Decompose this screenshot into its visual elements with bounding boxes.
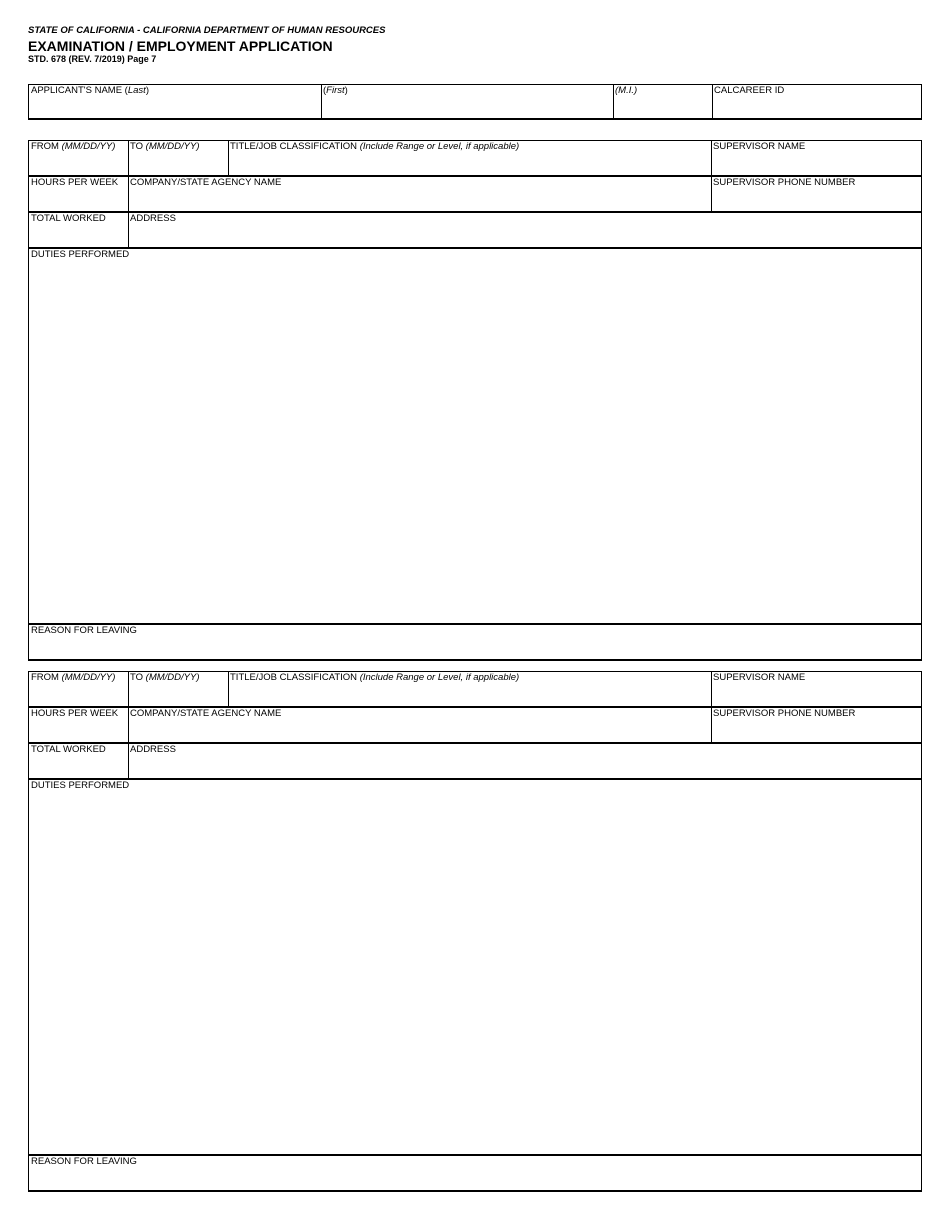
- supervisor-name-label: SUPERVISOR NAME: [713, 141, 806, 152]
- to-date-label: TO (MM/DD/YY): [130, 141, 200, 152]
- hours-per-week-label: HOURS PER WEEK: [31, 177, 119, 188]
- hours-per-week-cell[interactable]: [29, 708, 128, 742]
- calcareer-id-cell[interactable]: [712, 85, 921, 118]
- duties-performed-label: DUTIES PERFORMED: [31, 249, 130, 260]
- supervisor-phone-label: SUPERVISOR PHONE NUMBER: [713, 708, 856, 719]
- address-cell[interactable]: [128, 213, 921, 247]
- reason-for-leaving-field[interactable]: [28, 1155, 922, 1192]
- total-address-row: [28, 743, 922, 780]
- total-worked-cell[interactable]: [29, 744, 128, 778]
- dates-title-row: [28, 140, 922, 177]
- job-title-cell[interactable]: [228, 672, 711, 706]
- hours-company-row: [28, 176, 922, 213]
- job-title-cell[interactable]: [228, 141, 711, 175]
- hours-company-row: [28, 707, 922, 744]
- company-name-label: COMPANY/STATE AGENCY NAME: [130, 708, 282, 719]
- to-date-label: TO (MM/DD/YY): [130, 672, 200, 683]
- form-revision: STD. 678 (REV. 7/2019) Page 7: [28, 54, 157, 64]
- reason-for-leaving-label: REASON FOR LEAVING: [31, 625, 137, 636]
- from-date-cell[interactable]: [29, 672, 128, 706]
- total-worked-label: TOTAL WORKED: [31, 213, 106, 224]
- total-address-row: [28, 212, 922, 249]
- from-date-label: FROM (MM/DD/YY): [31, 672, 116, 683]
- from-date-cell[interactable]: [29, 141, 128, 175]
- company-name-label: COMPANY/STATE AGENCY NAME: [130, 177, 282, 188]
- total-worked-label: TOTAL WORKED: [31, 744, 106, 755]
- job-title-label: TITLE/JOB CLASSIFICATION (Include Range or Level, if applicable): [230, 672, 520, 683]
- total-worked-cell[interactable]: [29, 213, 128, 247]
- first-name-cell[interactable]: [321, 85, 613, 118]
- applicant-name-row: [28, 84, 922, 120]
- dates-title-row: [28, 671, 922, 708]
- job-title-label: TITLE/JOB CLASSIFICATION (Include Range or Level, if applicable): [230, 141, 520, 152]
- middle-initial-label: (M.I.): [615, 85, 638, 96]
- middle-initial-cell[interactable]: [613, 85, 712, 118]
- supervisor-phone-cell[interactable]: [711, 708, 921, 742]
- address-label: ADDRESS: [130, 213, 176, 224]
- address-cell[interactable]: [128, 744, 921, 778]
- last-name-cell[interactable]: [29, 85, 321, 118]
- supervisor-name-cell[interactable]: [711, 141, 921, 175]
- company-name-cell[interactable]: [128, 708, 711, 742]
- duties-performed-label: DUTIES PERFORMED: [31, 780, 130, 791]
- hours-per-week-label: HOURS PER WEEK: [31, 708, 119, 719]
- hours-per-week-cell[interactable]: [29, 177, 128, 211]
- duties-performed-area[interactable]: [28, 248, 922, 625]
- company-name-cell[interactable]: [128, 177, 711, 211]
- first-name-label: (First): [323, 85, 348, 96]
- form-title: EXAMINATION / EMPLOYMENT APPLICATION: [28, 38, 333, 54]
- agency-line: STATE OF CALIFORNIA - CALIFORNIA DEPARTMENT OF HUMAN RESOURCES: [28, 25, 386, 36]
- reason-for-leaving-field[interactable]: [28, 624, 922, 661]
- supervisor-name-label: SUPERVISOR NAME: [713, 672, 806, 683]
- supervisor-name-cell[interactable]: [711, 672, 921, 706]
- duties-performed-area[interactable]: [28, 779, 922, 1156]
- address-label: ADDRESS: [130, 744, 176, 755]
- reason-for-leaving-label: REASON FOR LEAVING: [31, 1156, 137, 1167]
- to-date-cell[interactable]: [128, 672, 228, 706]
- supervisor-phone-label: SUPERVISOR PHONE NUMBER: [713, 177, 856, 188]
- to-date-cell[interactable]: [128, 141, 228, 175]
- from-date-label: FROM (MM/DD/YY): [31, 141, 116, 152]
- calcareer-id-label: CALCAREER ID: [714, 85, 785, 96]
- last-name-label: APPLICANT'S NAME (Last): [31, 85, 149, 96]
- supervisor-phone-cell[interactable]: [711, 177, 921, 211]
